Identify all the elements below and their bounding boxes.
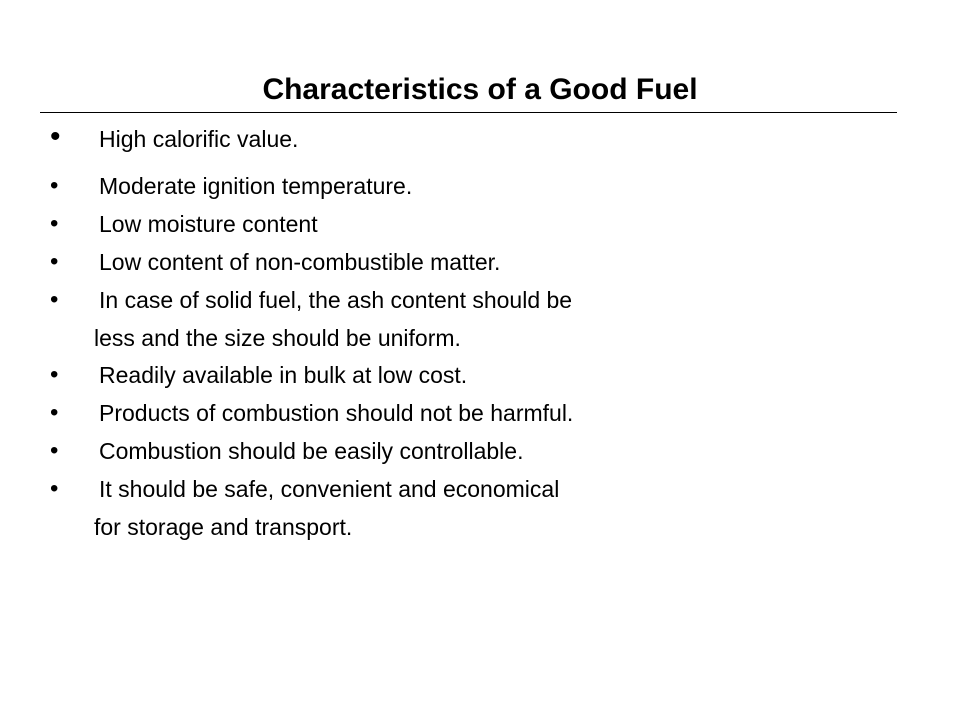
bullet-text: Readily available in bulk at low cost. xyxy=(99,362,468,388)
bullet-text: It should be safe, convenient and economical xyxy=(99,476,560,502)
bullet-text: Low content of non-combustible matter. xyxy=(99,249,501,275)
bullet-marker: • xyxy=(50,361,59,388)
bullet-text: Low moisture content xyxy=(99,211,318,237)
bullet-marker: • xyxy=(50,210,59,237)
bullet-text-continuation: for storage and transport. xyxy=(94,514,353,540)
bullet-text: Moderate ignition temperature. xyxy=(99,173,413,199)
bullet-text: Combustion should be easily controllable. xyxy=(99,438,524,464)
bullet-text: Products of combustion should not be harmful. xyxy=(99,400,574,426)
bullet-marker: • xyxy=(50,399,59,426)
bullet-text-block xyxy=(94,470,560,546)
bullet-text-block xyxy=(94,281,573,357)
bullet-marker: • xyxy=(50,172,59,199)
bullet-text: In case of solid fuel, the ash content should be xyxy=(99,287,573,313)
bullet-text: High calorific value. xyxy=(99,126,299,152)
bullet-marker: • xyxy=(50,437,59,464)
bullet-marker: • xyxy=(50,248,59,275)
bullet-text-continuation: less and the size should be uniform. xyxy=(94,325,461,351)
bullet-marker: • xyxy=(50,475,59,502)
slide-title: Characteristics of a Good Fuel xyxy=(262,73,698,106)
bullet-marker: • xyxy=(50,286,59,313)
bullet-marker: • xyxy=(50,120,61,153)
